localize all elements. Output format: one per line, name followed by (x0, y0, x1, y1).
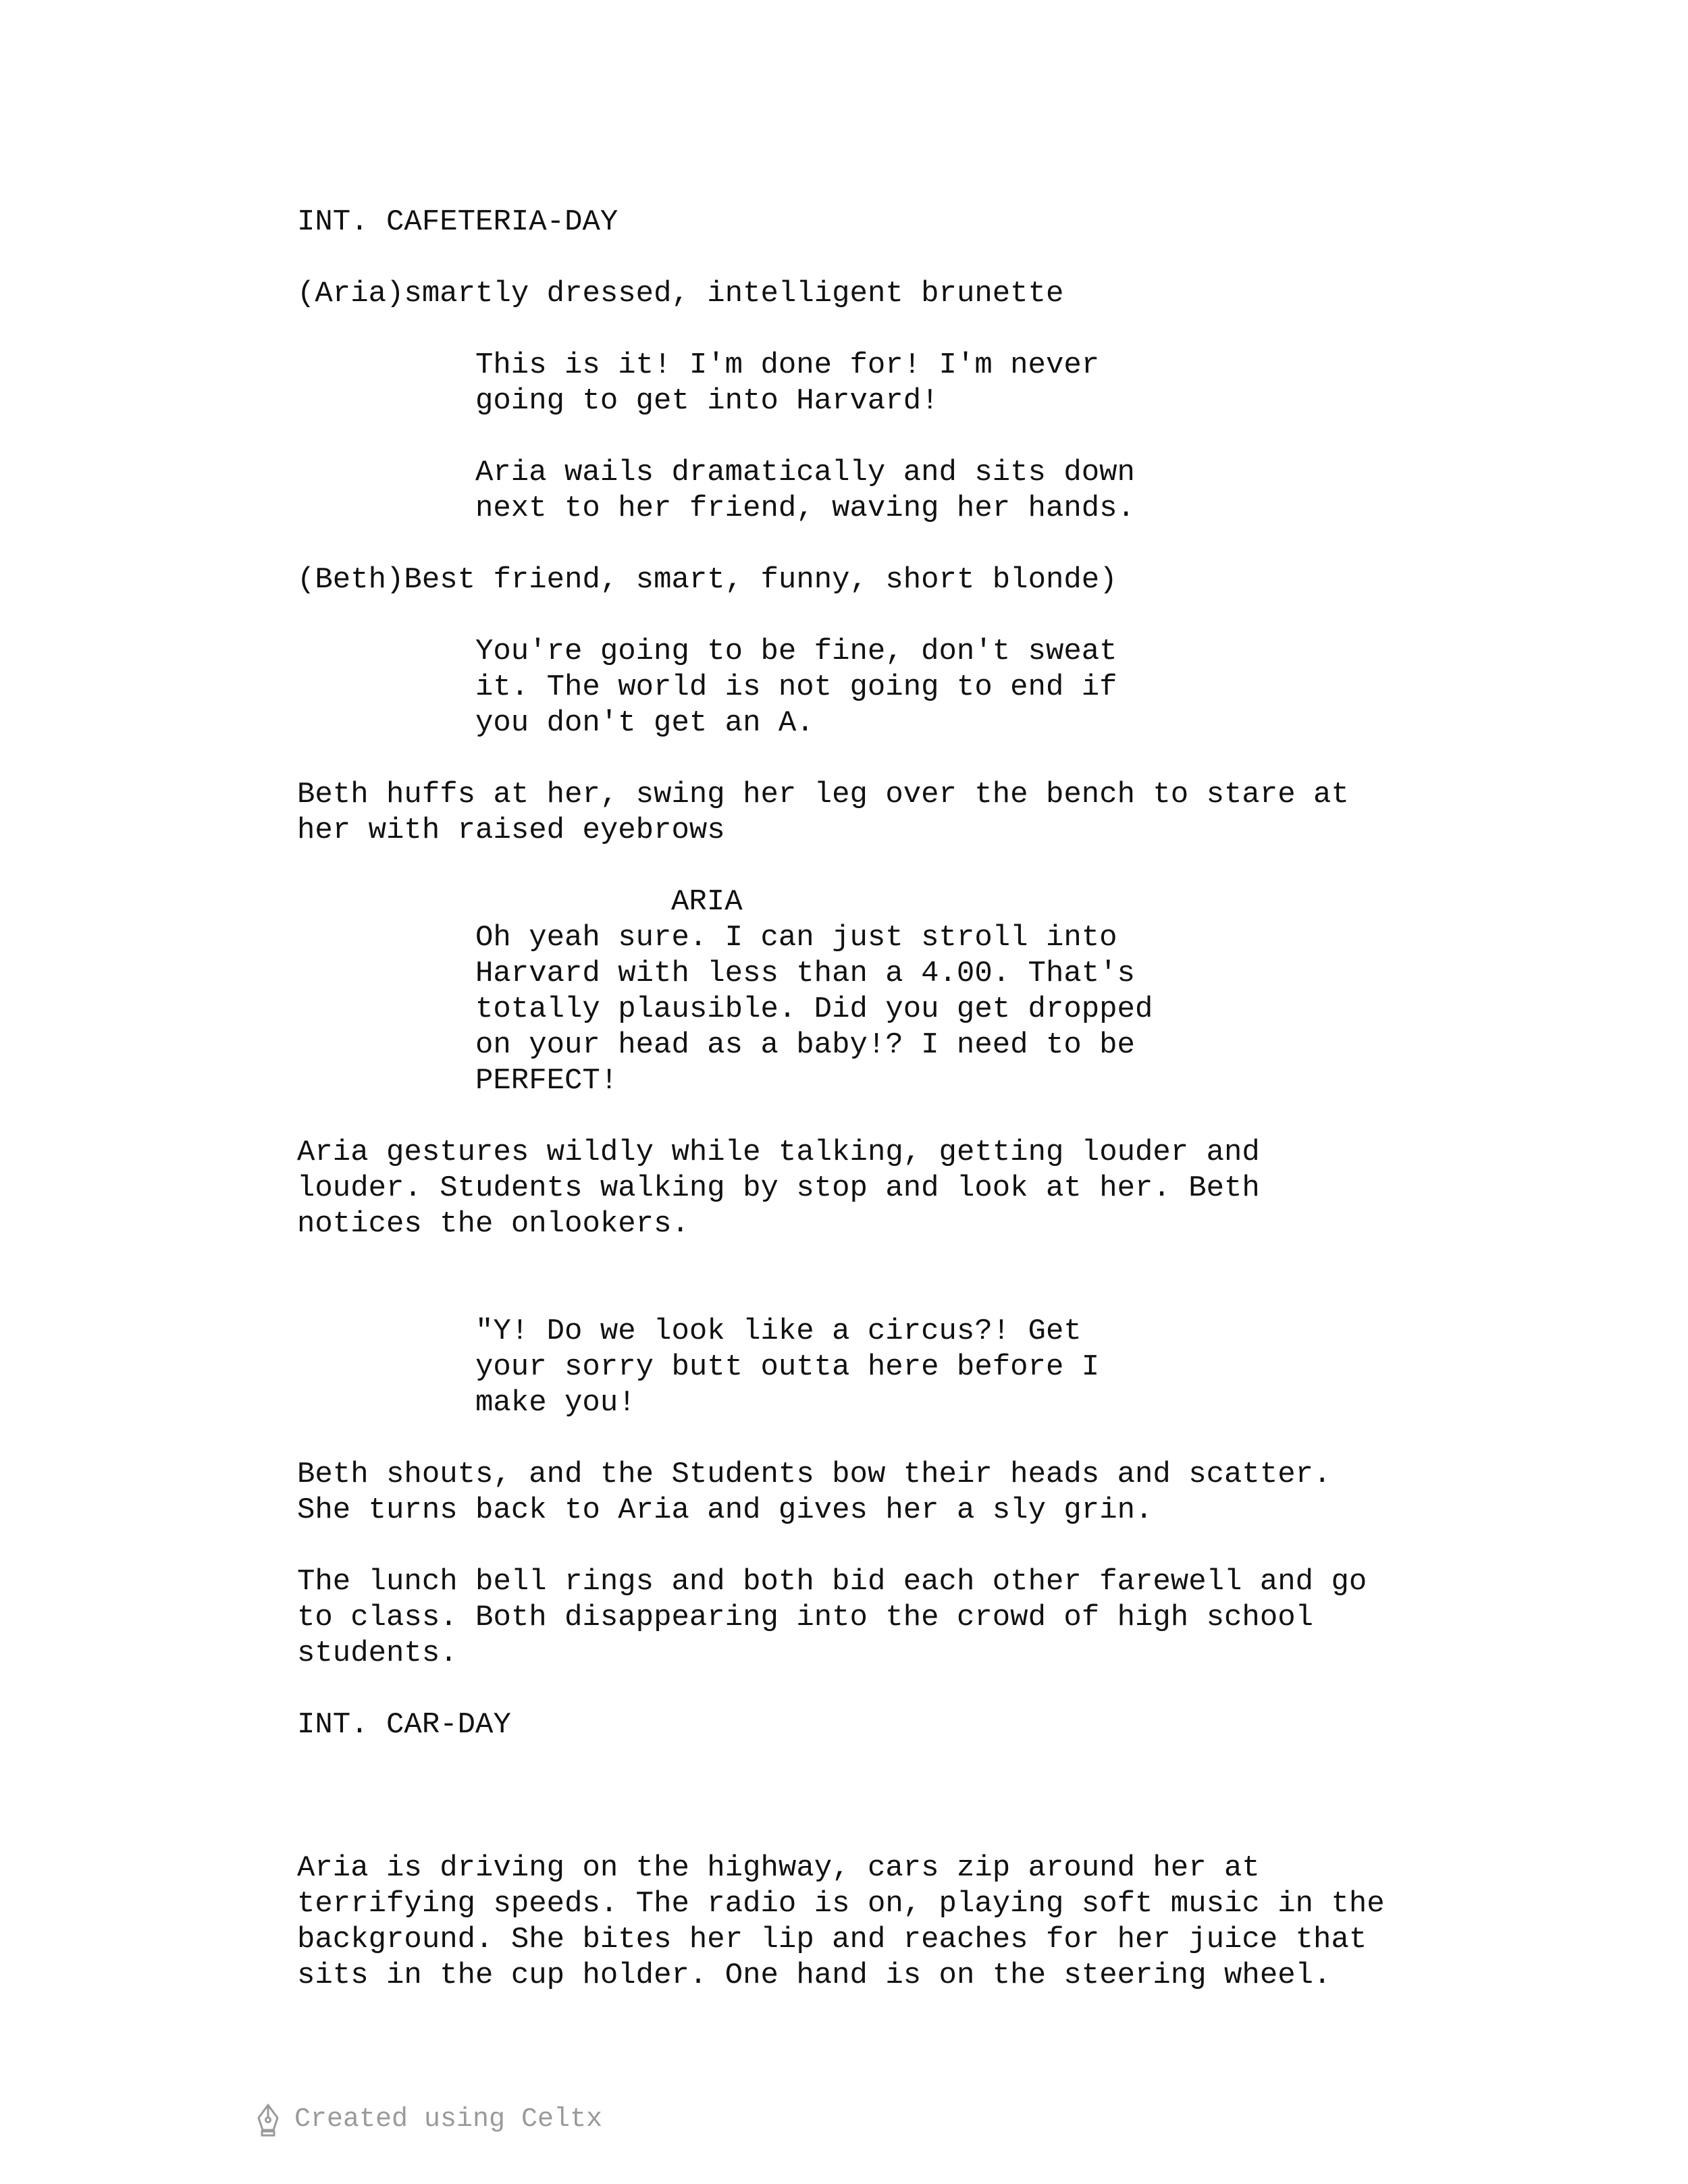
aria-dialogue-1 (475, 348, 1099, 419)
action-line: louder. Students walking by stop and look at her. Beth (297, 1171, 1260, 1205)
action-line: sits in the cup holder. One hand is on the steering wheel. (297, 1959, 1331, 1992)
dialogue-line: you don't get an A. (475, 706, 814, 740)
aria-wails-action (475, 455, 1135, 527)
dialogue-line: "Y! Do we look like a circus?! Get (475, 1314, 1082, 1348)
action-line: terrifying speeds. The radio is on, playing soft music in the (297, 1887, 1385, 1921)
dialogue-line: your sorry butt outta here before I (475, 1350, 1100, 1384)
action-line: Aria gestures wildly while talking, getting louder and (297, 1136, 1260, 1169)
footer-label: Created using Celtx (294, 2104, 603, 2135)
pen-nib-icon (255, 2103, 281, 2137)
aria-gestures-action (297, 1135, 1260, 1242)
action-line: to class. Both disappearing into the crowd of high school (297, 1601, 1314, 1634)
beth-dialogue-2 (475, 1314, 1099, 1421)
scene-heading-cafeteria: INT. CAFETERIA-DAY (297, 205, 618, 239)
aria-dialogue-2 (475, 920, 1153, 1099)
action-line: her with raised eyebrows (297, 814, 725, 847)
action-line: Aria wails dramatically and sits down (475, 456, 1135, 489)
aria-driving-action (297, 1850, 1385, 1994)
dialogue-line: You're going to be fine, don't sweat (475, 635, 1117, 668)
dialogue-line: Oh yeah sure. I can just stroll into (475, 921, 1117, 955)
dialogue-line: going to get into Harvard! (475, 384, 939, 418)
action-line: next to her friend, waving her hands. (475, 491, 1135, 525)
beth-shouts-action (297, 1457, 1331, 1528)
dialogue-line: totally plausible. Did you get dropped (475, 992, 1153, 1026)
lunch-bell-action (297, 1564, 1367, 1672)
action-line: notices the onlookers. (297, 1207, 689, 1241)
dialogue-line: PERFECT! (475, 1064, 618, 1098)
scene-heading-car: INT. CAR-DAY (297, 1708, 511, 1742)
dialogue-line: on your head as a baby!? I need to be (475, 1028, 1135, 1062)
dialogue-line: This is it! I'm done for! I'm never (475, 348, 1100, 382)
action-line: She turns back to Aria and gives her a sly grin. (297, 1493, 1153, 1527)
aria-character-intro: (Aria)smartly dressed, intelligent brunette (297, 277, 1064, 311)
action-line: The lunch bell rings and both bid each other farewell and go (297, 1565, 1367, 1599)
dialogue-line: it. The world is not going to end if (475, 670, 1117, 704)
beth-huffs-action (297, 777, 1349, 849)
beth-dialogue-1 (475, 634, 1117, 741)
dialogue-line: make you! (475, 1386, 636, 1420)
character-name-aria: ARIA (671, 885, 743, 919)
action-line: background. She bites her lip and reaches for her juice that (297, 1923, 1367, 1956)
action-line: Aria is driving on the highway, cars zip around her at (297, 1851, 1260, 1885)
beth-character-intro: (Beth)Best friend, smart, funny, short blonde) (297, 563, 1117, 597)
action-line: Beth huffs at her, swing her leg over the bench to stare at (297, 778, 1349, 811)
celtx-footer (255, 2103, 602, 2137)
action-line: students. (297, 1636, 458, 1670)
action-line: Beth shouts, and the Students bow their heads and scatter. (297, 1458, 1331, 1491)
dialogue-line: Harvard with less than a 4.00. That's (475, 957, 1135, 990)
